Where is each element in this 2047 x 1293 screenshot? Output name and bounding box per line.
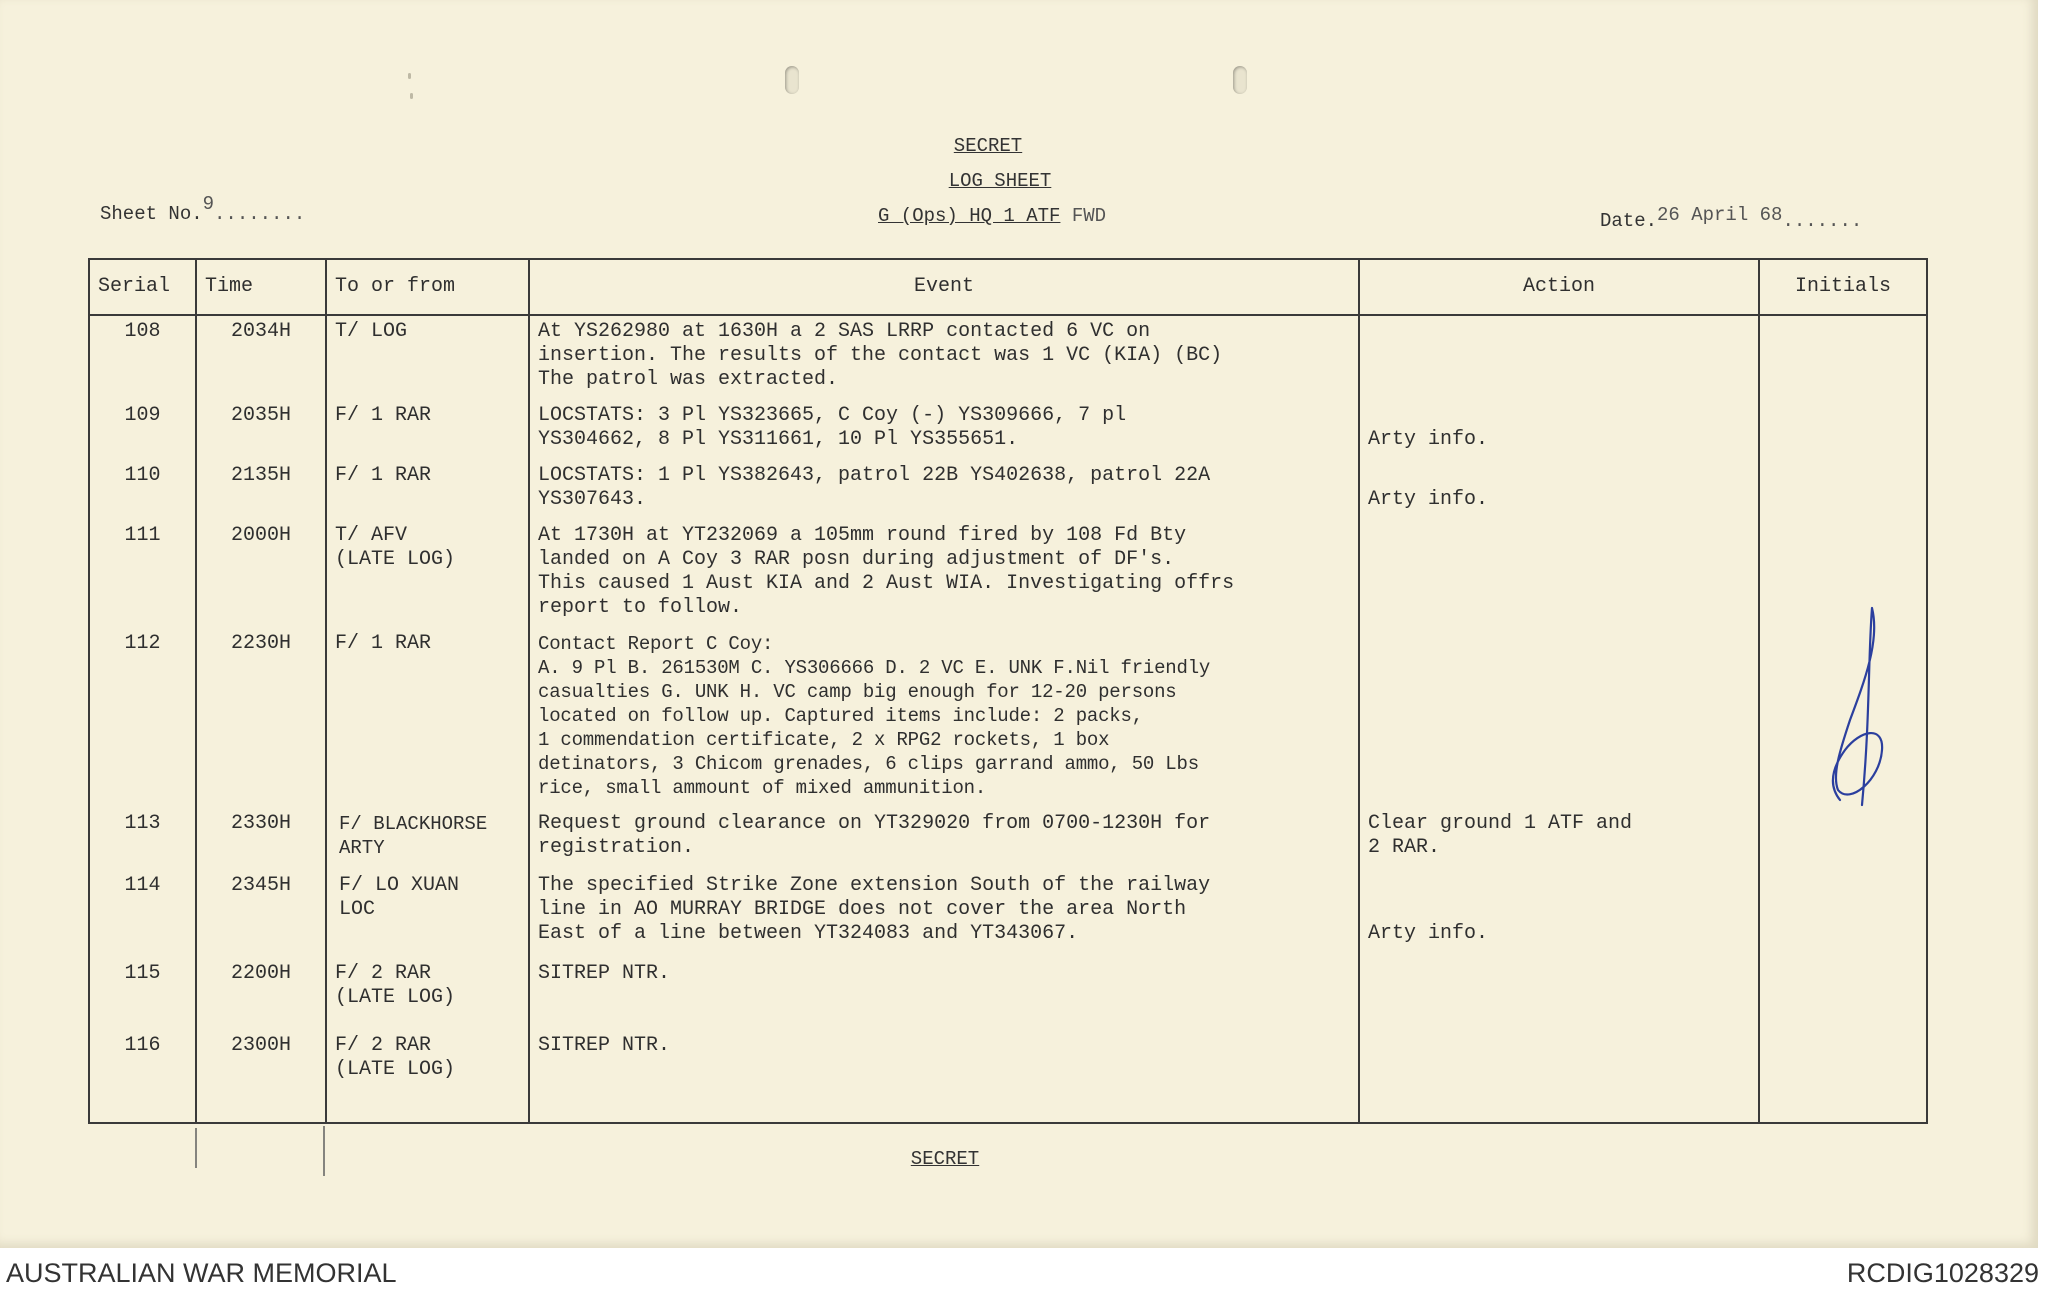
cell-time: 2300H [196,1030,326,1123]
cell-event: SITREP NTR. [529,1030,1359,1123]
date-value: 26 April 68 [1657,204,1783,226]
unit-suffix: FWD [1071,205,1107,227]
cell-time: 2000H [196,520,326,628]
table-row [89,520,1927,628]
cell-serial: 109 [89,400,196,460]
cell-to-from: F/ 1 RAR [326,628,529,808]
cell-event: The specified Strike Zone extension South of the railway line in AO MURRAY BRIDGE does not cover the area North East of a line between YT324083 and YT343067. [529,870,1359,958]
cell-serial: 115 [89,958,196,1030]
signature-stroke [1833,608,1882,805]
cell-initials [1759,1030,1927,1123]
table-row [89,460,1927,520]
cell-time: 2135H [196,460,326,520]
sheet-number-field [100,193,306,225]
cell-to-from: F/ 2 RAR (LATE LOG) [326,1030,529,1123]
cell-time: 2330H [196,808,326,870]
cell-initials [1759,870,1927,958]
cell-time: 2034H [196,315,326,400]
cell-event: At 1730H at YT232069 a 105mm round fired by 108 Fd Bty landed on A Coy 3 RAR posn during adjustment of DF's. This caused 1 Aust KIA and 2 Aust WIA. Investigating offrs report to follow. [529,520,1359,628]
margin-mark [195,1128,197,1168]
cell-to-from: F/ LO XUAN LOC [326,870,529,958]
punch-hole-right [1233,66,1247,94]
date-dots: ....... [1782,210,1863,232]
cell-action: Clear ground 1 ATF and 2 RAR. [1359,808,1759,870]
cell-event: LOCSTATS: 1 Pl YS382643, patrol 22B YS402638, patrol 22A YS307643. [529,460,1359,520]
cell-serial: 116 [89,1030,196,1123]
punch-hole-left [785,66,799,94]
sheet-number-value: 9 [202,193,215,215]
table-row [89,870,1927,958]
sheet-number-dots: ........ [214,203,306,225]
footer-institution: AUSTRALIAN WAR MEMORIAL [6,1258,397,1288]
cell-initials [1759,958,1927,1030]
cell-action [1359,958,1759,1030]
cell-time: 2035H [196,400,326,460]
paper-speck [408,73,411,79]
cell-to-from: T/ AFV (LATE LOG) [326,520,529,628]
cell-action [1359,628,1759,808]
table-row [89,400,1927,460]
unit-name: G (Ops) HQ 1 ATF [878,205,1061,227]
cell-to-from: F/ 1 RAR [326,400,529,460]
table-row [89,808,1927,870]
cell-serial: 110 [89,460,196,520]
cell-event: At YS262980 at 1630H a 2 SAS LRRP contacted 6 VC on insertion. The results of the contact was 1 VC (KIA) (BC) The patrol was extracted. [529,315,1359,400]
header-event: Event [529,259,1359,315]
table-row [89,628,1927,808]
margin-mark [323,1126,325,1176]
cell-time: 2345H [196,870,326,958]
cell-event: SITREP NTR. [529,958,1359,1030]
cell-serial: 113 [89,808,196,870]
cell-to-from: F/ 2 RAR (LATE LOG) [326,958,529,1030]
handwritten-initials-signature [1810,600,1900,810]
sheet-number-label: Sheet No. [100,203,203,225]
table-row [89,315,1927,400]
cell-action [1359,1030,1759,1123]
header-to-from: To or from [326,259,529,315]
table-row [89,958,1927,1030]
cell-initials [1759,315,1927,400]
cell-serial: 112 [89,628,196,808]
cell-event: LOCSTATS: 3 Pl YS323665, C Coy (-) YS309666, 7 pl YS304662, 8 Pl YS311661, 10 Pl YS355651. [529,400,1359,460]
cell-initials [1759,400,1927,460]
cell-time: 2230H [196,628,326,808]
cell-serial: 111 [89,520,196,628]
header-row [89,259,1927,315]
cell-initials [1759,808,1927,870]
cell-to-from: F/ BLACKHORSE ARTY [326,808,529,870]
log-table [88,258,1928,1124]
cell-to-from: F/ 1 RAR [326,460,529,520]
unit-line [878,205,1106,227]
classification-top: SECRET [953,135,1023,157]
classification-bottom: SECRET [910,1148,980,1170]
cell-action [1359,315,1759,400]
cell-action: Arty info. [1359,460,1759,520]
cell-serial: 114 [89,870,196,958]
cell-event: Contact Report C Coy: A. 9 Pl B. 261530M C. YS306666 D. 2 VC E. UNK F.Nil friendly casualties G. UNK H. VC camp big enough for 12-20 persons located on follow up. Captured items include: 2 packs, 1 commendation certificate, 2 x RPG2 rockets, 1 box detinators, 3 Chicom grenades, 6 clips garrand ammo, 50 Lbs rice, small ammount of mixed ammunition. [529,628,1359,808]
cell-action [1359,520,1759,628]
form-title: LOG SHEET [948,170,1052,192]
date-field [1600,204,1863,232]
table-row [89,1030,1927,1123]
footer-record-id: RCDIG1028329 [1846,1258,2039,1288]
archive-footer [0,1248,2047,1293]
cell-action: Arty info. [1359,870,1759,958]
header-time: Time [196,259,326,315]
cell-event: Request ground clearance on YT329020 from 0700-1230H for registration. [529,808,1359,870]
cell-initials [1759,460,1927,520]
cell-action: Arty info. [1359,400,1759,460]
cell-time: 2200H [196,958,326,1030]
cell-serial: 108 [89,315,196,400]
cell-to-from: T/ LOG [326,315,529,400]
date-label: Date. [1600,210,1658,232]
paper-speck [410,93,413,99]
header-action: Action [1359,259,1759,315]
header-initials: Initials [1759,259,1927,315]
header-serial: Serial [89,259,196,315]
